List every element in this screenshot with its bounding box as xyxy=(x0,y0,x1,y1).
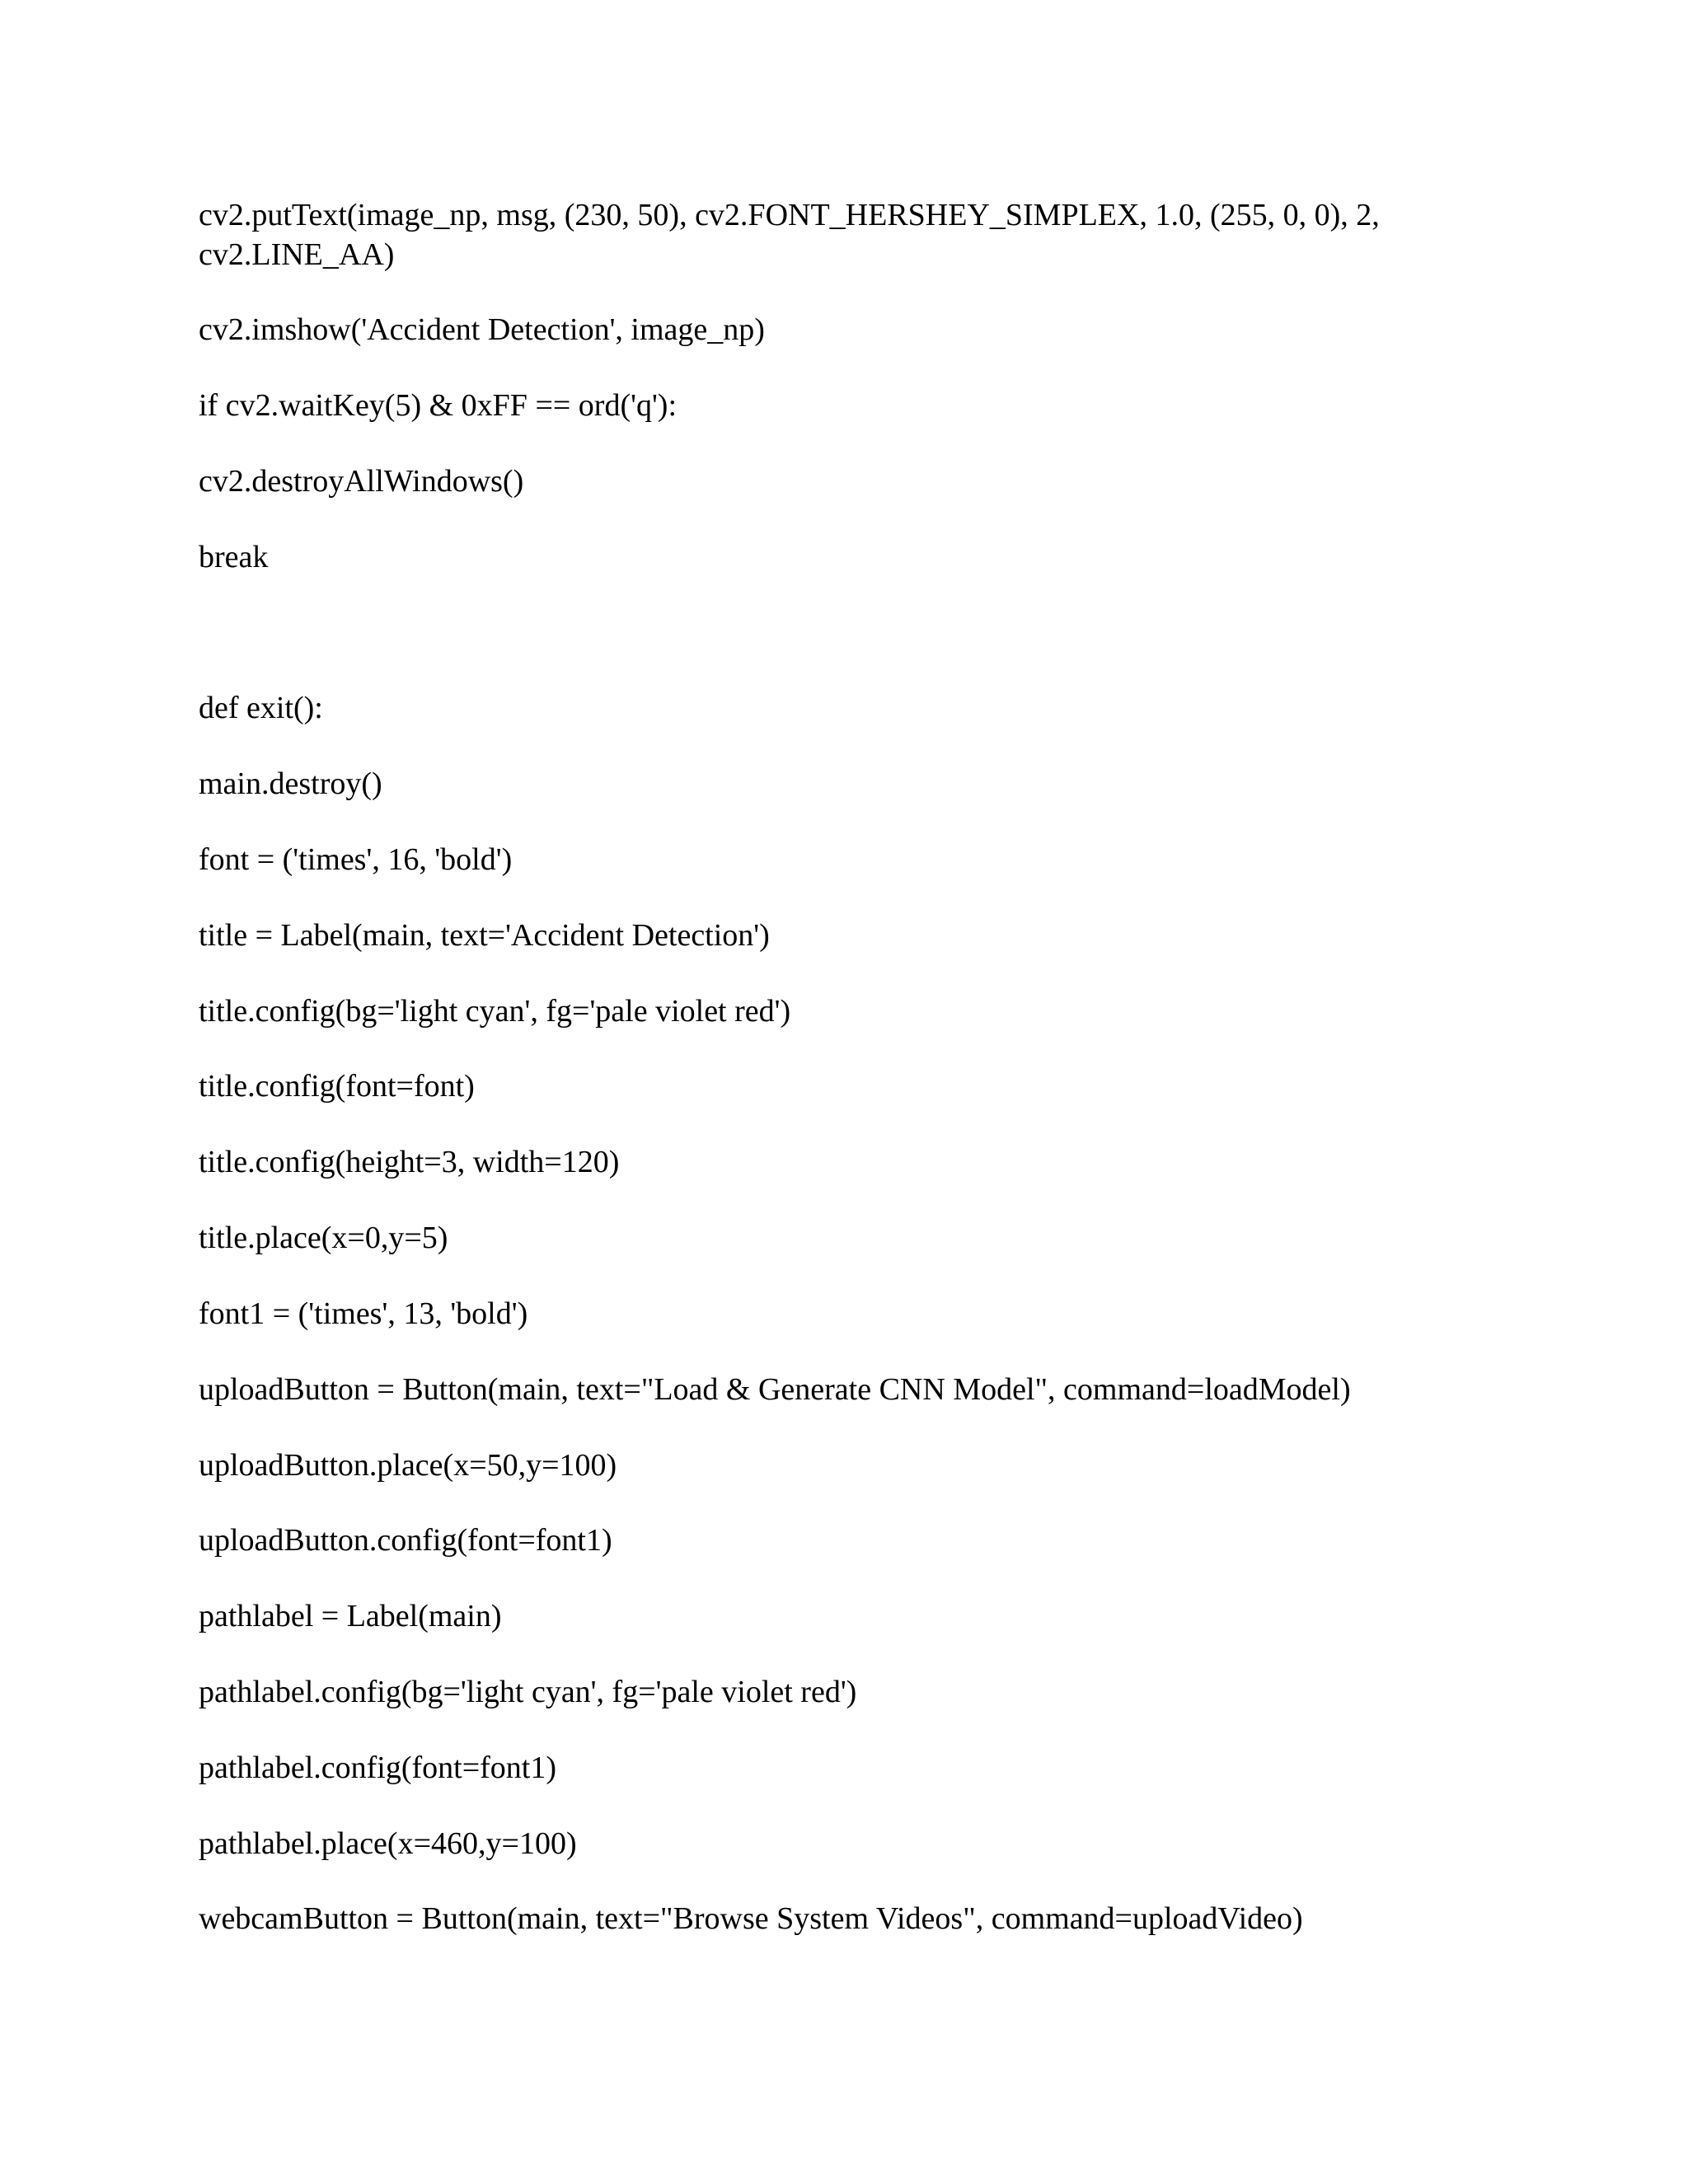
code-line: main.destroy() xyxy=(199,766,382,801)
code-line: webcamButton = Button(main, text="Browse System Videos", command=uploadVideo) xyxy=(199,1901,1303,1936)
code-line: font1 = ('times', 13, 'bold') xyxy=(199,1296,528,1331)
code-line: def exit(): xyxy=(199,691,323,725)
code-line: title = Label(main, text='Accident Detection') xyxy=(199,918,770,953)
code-line: title.config(font=font) xyxy=(199,1069,475,1104)
code-line: title.place(x=0,y=5) xyxy=(199,1221,448,1255)
code-line: pathlabel.config(bg='light cyan', fg='pale violet red') xyxy=(199,1675,857,1709)
code-line: title.config(height=3, width=120) xyxy=(199,1145,620,1179)
code-line: title.config(bg='light cyan', fg='pale violet red') xyxy=(199,994,791,1029)
code-line: font = ('times', 16, 'bold') xyxy=(199,842,513,877)
code-line: cv2.imshow('Accident Detection', image_np) xyxy=(199,312,765,347)
code-line: uploadButton = Button(main, text="Load & Generate CNN Model", command=loadModel) xyxy=(199,1372,1351,1407)
code-line: pathlabel.config(font=font1) xyxy=(199,1750,557,1785)
code-line: pathlabel.place(x=460,y=100) xyxy=(199,1826,577,1861)
code-line: if cv2.waitKey(5) & 0xFF == ord('q'): xyxy=(199,388,678,423)
code-line: cv2.LINE_AA) xyxy=(199,237,395,272)
code-line: cv2.putText(image_np, msg, (230, 50), cv2.FONT_HERSHEY_SIMPLEX, 1.0, (255, 0, 0), 2, xyxy=(199,198,1380,232)
code-line: uploadButton.place(x=50,y=100) xyxy=(199,1448,617,1483)
code-line: break xyxy=(199,540,269,574)
code-line: pathlabel = Label(main) xyxy=(199,1599,502,1633)
code-line: uploadButton.config(font=font1) xyxy=(199,1523,612,1558)
code-line: cv2.destroyAllWindows() xyxy=(199,464,524,499)
